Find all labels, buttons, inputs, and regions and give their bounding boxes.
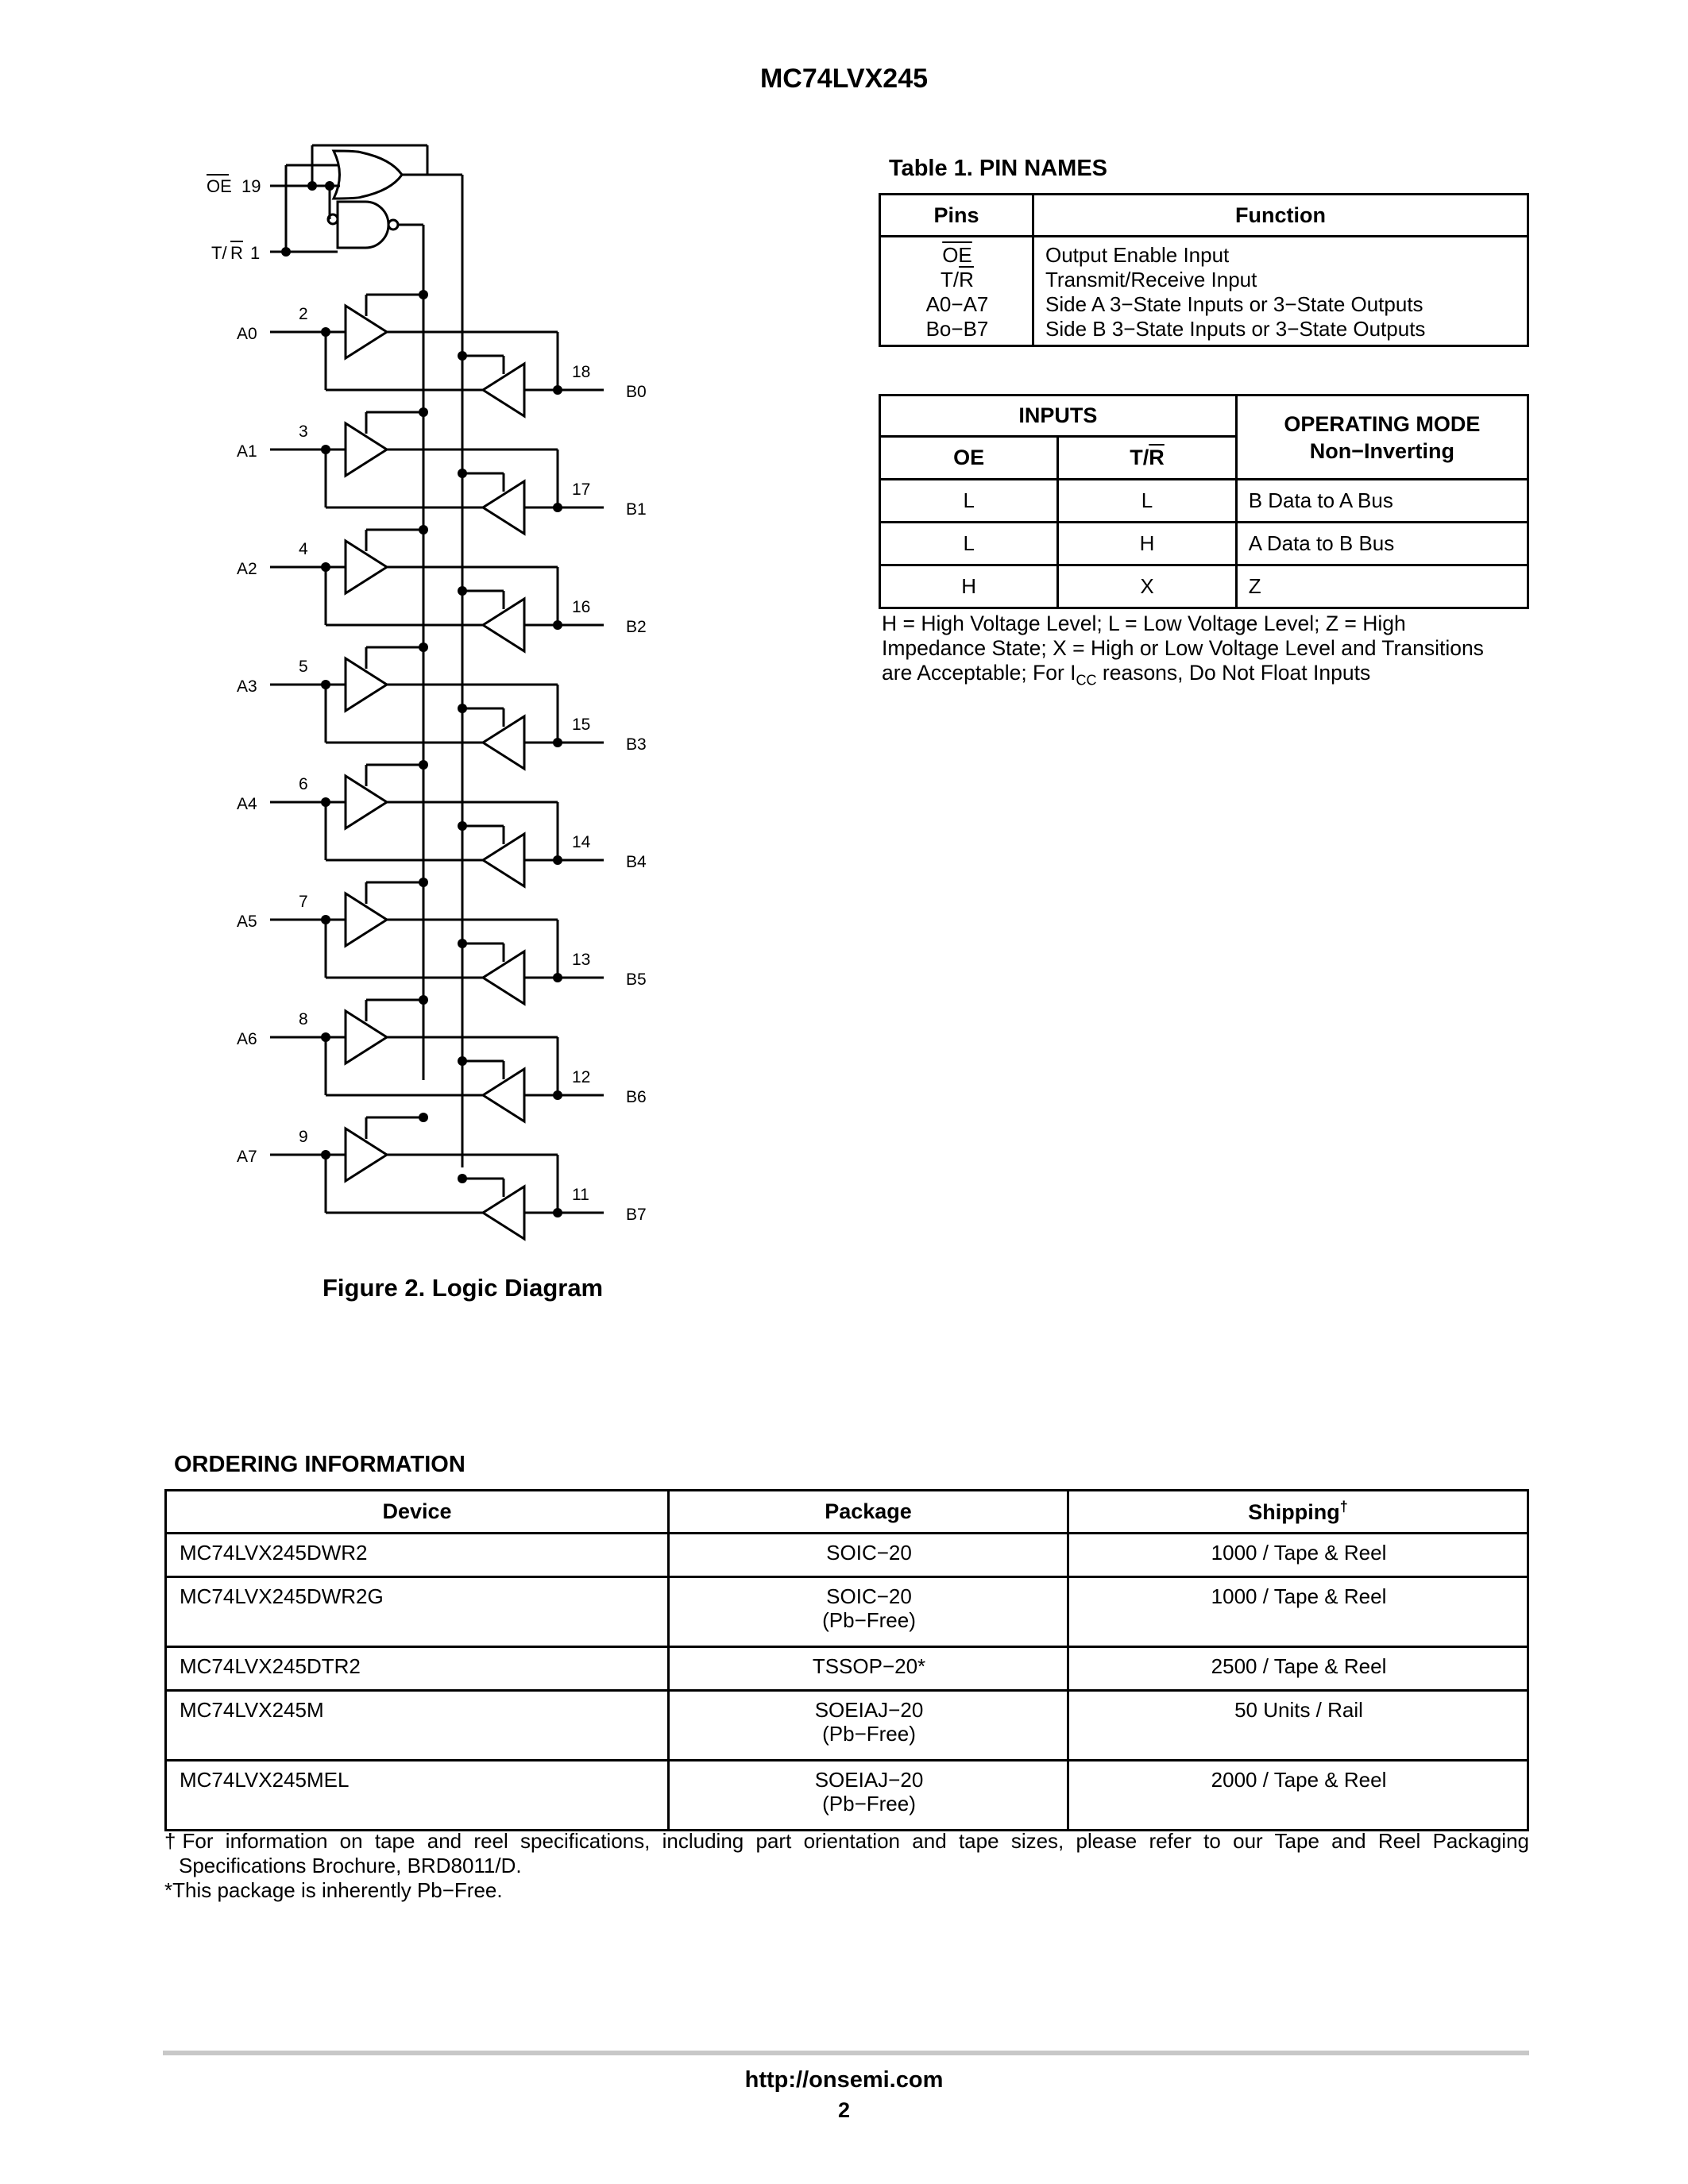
- b-pin-label: B7: [626, 1206, 647, 1224]
- device-cell: MC74LVX245DTR2: [166, 1647, 669, 1691]
- a-pin-number: 5: [299, 658, 308, 676]
- function-cell: [1033, 237, 1528, 346]
- device-header: Device: [166, 1491, 669, 1534]
- shipping-cell: 1000 / Tape & Reel: [1068, 1577, 1528, 1647]
- ordering-table: [164, 1489, 1529, 1831]
- junction-dot: [553, 738, 562, 747]
- package-cell: [669, 1761, 1068, 1831]
- tr-header: [1058, 437, 1236, 480]
- mode-subheader: Non−Inverting: [1309, 438, 1454, 463]
- b-pin-label: B0: [626, 383, 647, 401]
- tr-header-t: T/: [1130, 446, 1149, 469]
- junction-dot: [419, 525, 428, 534]
- figure-caption: Figure 2. Logic Diagram: [323, 1274, 604, 1302]
- b-pin-number: 12: [572, 1068, 591, 1086]
- package-name: SOEIAJ−20: [814, 1698, 924, 1722]
- junction-dot: [553, 385, 562, 395]
- ordering-notes: [164, 1829, 1529, 1903]
- page-number: 2: [837, 2098, 851, 2122]
- pins-header: Pins: [880, 195, 1033, 237]
- package-name: SOIC−20: [826, 1541, 912, 1565]
- oe-value: L: [880, 480, 1058, 523]
- table-row: [166, 1691, 1528, 1761]
- table-row: [166, 1761, 1528, 1831]
- package-cell: [669, 1691, 1068, 1761]
- function-b: Side B 3−State Inputs or 3−State Outputs: [1045, 317, 1426, 341]
- junction-dot: [553, 503, 562, 512]
- note-line: Impedance State; X = High or Low Voltage Level and Transitions: [882, 636, 1484, 660]
- junction-dot: [419, 1113, 428, 1122]
- pins-cell: [880, 237, 1033, 346]
- a-pin-number: 2: [299, 305, 308, 323]
- a-pin-label: A2: [237, 560, 257, 578]
- function-a: Side A 3−State Inputs or 3−State Outputs: [1045, 292, 1423, 316]
- junction-dot: [458, 469, 467, 478]
- junction-dot: [419, 290, 428, 299]
- a-pin-number: 3: [299, 423, 308, 441]
- table-row: [880, 523, 1528, 565]
- a-pin-label: A5: [237, 913, 257, 931]
- table-row: [166, 1647, 1528, 1691]
- and-gate: [338, 202, 388, 248]
- tr-value: L: [1058, 480, 1236, 523]
- footnote-shipping: †For information on tape and reel specifications, including part orientation and tape sizes, please refer to our Tape and Reel Packaging: [164, 1829, 1529, 1853]
- shipping-cell: 2000 / Tape & Reel: [1068, 1761, 1528, 1831]
- b-pin-number: 11: [572, 1186, 589, 1204]
- a-pin-number: 6: [299, 775, 308, 793]
- package-name: TSSOP−20*: [812, 1654, 926, 1678]
- function-header: Function: [1033, 195, 1528, 237]
- oe-pin-number: 19: [241, 176, 261, 196]
- footer-url[interactable]: http://onsemi.com: [744, 2067, 944, 2093]
- package-note: (Pb−Free): [822, 1722, 916, 1746]
- junction-dot: [553, 1208, 562, 1217]
- shipping-cell: 50 Units / Rail: [1068, 1691, 1528, 1761]
- table-row: [166, 1534, 1528, 1577]
- shipping-cell: 1000 / Tape & Reel: [1068, 1534, 1528, 1577]
- tr-header-r: $\overline{R}$: [1149, 446, 1165, 469]
- package-cell: [669, 1577, 1068, 1647]
- page-title: MC74LVX245: [759, 64, 929, 94]
- oe-header-label: OE: [953, 446, 985, 469]
- b-pin-number: 16: [572, 598, 591, 616]
- package-header: Package: [669, 1491, 1068, 1534]
- a-pin-label: A3: [237, 677, 257, 696]
- device-cell: MC74LVX245DWR2: [166, 1534, 669, 1577]
- junction-dot: [419, 642, 428, 652]
- pin-a: A0−A7: [925, 292, 989, 316]
- pin-b: Bo−B7: [925, 317, 989, 341]
- oe-label: OE: [207, 176, 232, 196]
- tr-label-t: T/: [211, 243, 227, 263]
- junction-dot: [419, 878, 428, 887]
- shipping-header: [1068, 1491, 1528, 1534]
- shipping-cell: 2500 / Tape & Reel: [1068, 1647, 1528, 1691]
- package-name: SOIC−20: [826, 1584, 912, 1608]
- operating-mode-header: [1236, 396, 1528, 480]
- junction-dot: [458, 351, 467, 361]
- table-row: [880, 480, 1528, 523]
- inversion-bubble: [388, 220, 398, 230]
- a-pin-label: A1: [237, 442, 257, 461]
- tr-pin-number: 1: [250, 243, 261, 263]
- a-pin-label: A4: [237, 795, 257, 813]
- tr-value: H: [1058, 523, 1236, 565]
- function-oe: Output Enable Input: [1045, 243, 1230, 267]
- package-note: (Pb−Free): [822, 1608, 916, 1632]
- junction-dot: [419, 407, 428, 417]
- function-tr: Transmit/Receive Input: [1045, 268, 1257, 291]
- b-pin-number: 15: [572, 716, 591, 734]
- tr-label-r: R: [230, 243, 243, 263]
- mode-header: OPERATING MODE: [1284, 411, 1481, 436]
- pin-names-table: [879, 193, 1529, 347]
- oe-value: L: [880, 523, 1058, 565]
- a-pin-label: A0: [237, 325, 257, 343]
- footnote-shipping-cont: Specifications Brochure, BRD8011/D.: [179, 1854, 522, 1877]
- footer-divider: [163, 2051, 1529, 2055]
- mode-value: Z: [1236, 565, 1528, 608]
- or-gate: [334, 151, 402, 199]
- b-pin-label: B4: [626, 853, 647, 871]
- package-name: SOEIAJ−20: [814, 1768, 924, 1792]
- junction-dot: [419, 995, 428, 1005]
- b-pin-label: B2: [626, 618, 647, 636]
- package-cell: [669, 1647, 1068, 1691]
- junction-dot: [419, 760, 428, 770]
- junction-dot: [458, 821, 467, 831]
- junction-dot: [458, 704, 467, 713]
- junction-dot: [458, 1174, 467, 1183]
- b-pin-label: B5: [626, 970, 647, 989]
- table-row: [880, 565, 1528, 608]
- note-text: reasons, Do Not Float Inputs: [1096, 661, 1371, 685]
- a-pin-number: 9: [299, 1128, 308, 1146]
- ordering-title: ORDERING INFORMATION: [174, 1452, 465, 1477]
- a-pin-number: 4: [299, 540, 308, 558]
- pin-oe: $\overline{OE}$: [942, 243, 972, 267]
- junction-dot: [553, 973, 562, 982]
- junction-dot: [553, 1090, 562, 1100]
- junction-dot: [458, 1056, 467, 1066]
- pin-tr-r: $\overline{R}$: [959, 268, 974, 291]
- b-pin-number: 13: [572, 951, 591, 969]
- b-pin-number: 17: [572, 480, 591, 499]
- a-pin-number: 7: [299, 893, 308, 911]
- note-subscript: CC: [1076, 672, 1097, 689]
- a-pin-label: A6: [237, 1030, 257, 1048]
- junction-dot: [458, 939, 467, 948]
- device-cell: MC74LVX245DWR2G: [166, 1577, 669, 1647]
- table-row: [166, 1577, 1528, 1647]
- pin-tr-t: T/: [941, 268, 960, 291]
- package-cell: [669, 1534, 1068, 1577]
- mode-table-note: [882, 612, 1533, 693]
- b-pin-label: B1: [626, 500, 647, 519]
- package-note: (Pb−Free): [822, 1792, 916, 1815]
- b-pin-number: 18: [572, 363, 591, 381]
- note-text: are Acceptable; For I: [882, 661, 1076, 685]
- b-pin-number: 14: [572, 833, 591, 851]
- shipping-label: Shipping: [1248, 1500, 1340, 1524]
- device-cell: MC74LVX245MEL: [166, 1761, 669, 1831]
- logic-diagram: [183, 135, 675, 1247]
- junction-dot: [553, 855, 562, 865]
- dagger-mark: †: [1339, 1499, 1348, 1515]
- junction-dot: [458, 586, 467, 596]
- device-cell: MC74LVX245M: [166, 1691, 669, 1761]
- pin-names-title: Table 1. PIN NAMES: [889, 156, 1108, 181]
- b-pin-label: B6: [626, 1088, 647, 1106]
- oe-value: H: [880, 565, 1058, 608]
- mode-value: A Data to B Bus: [1236, 523, 1528, 565]
- mode-value: B Data to A Bus: [1236, 480, 1528, 523]
- junction-dot: [553, 620, 562, 630]
- oe-header: [880, 437, 1058, 480]
- b-pin-label: B3: [626, 735, 647, 754]
- inputs-header: INPUTS: [880, 396, 1237, 437]
- tr-value: X: [1058, 565, 1236, 608]
- footnote-pbfree: *This package is inherently Pb−Free.: [164, 1878, 503, 1902]
- operating-mode-table: [879, 394, 1529, 609]
- note-line: [882, 661, 1533, 693]
- note-line: H = High Voltage Level; L = Low Voltage Level; Z = High: [882, 612, 1406, 635]
- a-pin-number: 8: [299, 1010, 308, 1028]
- a-pin-label: A7: [237, 1148, 257, 1166]
